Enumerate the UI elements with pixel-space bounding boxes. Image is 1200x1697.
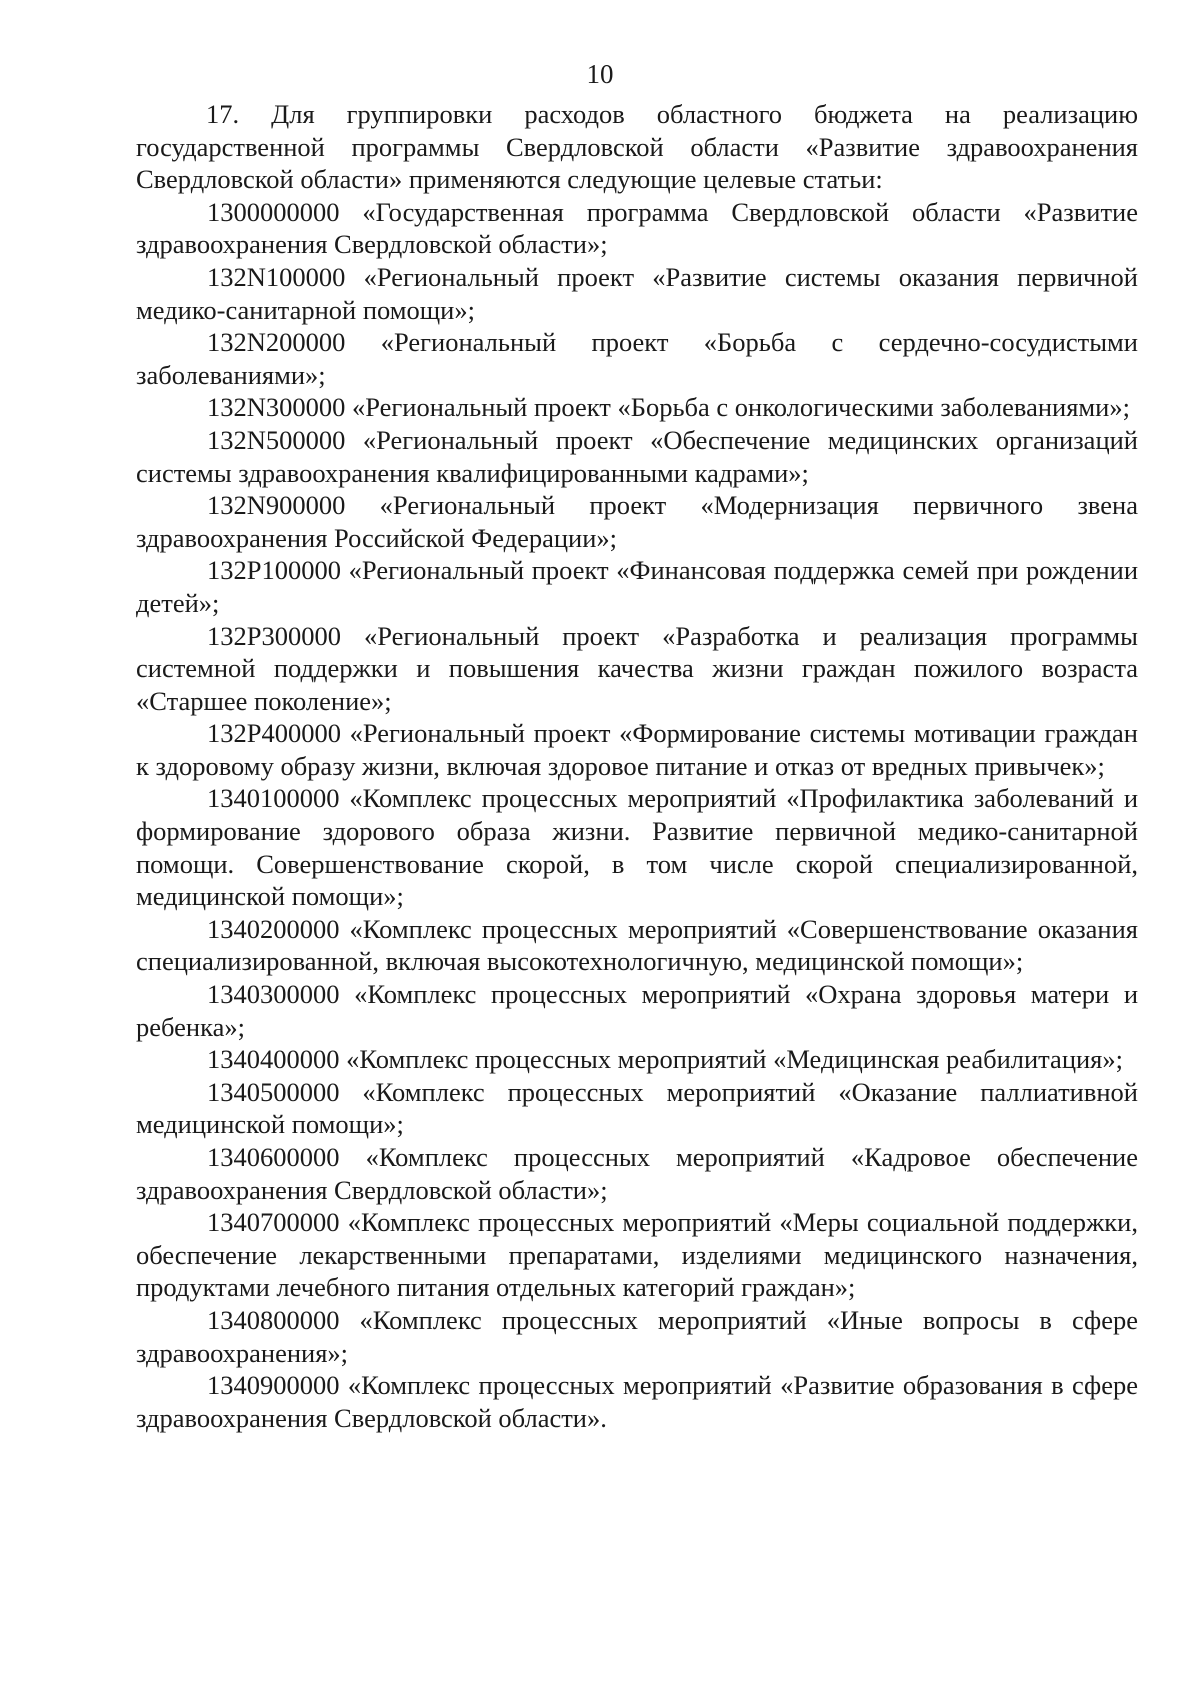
- target-article-item: 132N100000 «Региональный проект «Развитие системы оказания первичной медико-санитарной помощи»;: [136, 261, 1138, 325]
- page-number: 10: [586, 59, 614, 89]
- target-article-item: 1340100000 «Комплекс процессных мероприятий «Профилактика заболеваний и формирование здорового образа жизни. Развитие первичной медико-санитарной помощи. Совершенствование скорой, в том числе скорой специализированной, медицинской помощи»;: [136, 783, 1138, 912]
- document-body: [136, 98, 1138, 1434]
- target-article-item: 1300000000 «Государственная программа Свердловской области «Развитие здравоохранения Свердловской области»;: [136, 196, 1138, 260]
- target-article-item: 132P400000 «Региональный проект «Формирование системы мотивации граждан к здоровому образу жизни, включая здоровое питание и отказ от вредных привычек»;: [136, 718, 1138, 781]
- target-article-item: 1340200000 «Комплекс процессных мероприятий «Совершенствование оказания специализированной, включая высокотехнологичную, медицинской помощи»;: [136, 913, 1138, 977]
- target-article-item: 1340800000 «Комплекс процессных мероприятий «Иные вопросы в сфере здравоохранения»;: [136, 1304, 1138, 1368]
- target-article-item: 132P300000 «Региональный проект «Разработка и реализация программы системной поддержки и повышения качества жизни граждан пожилого возраста «Старшее поколение»;: [136, 620, 1138, 716]
- target-articles-list: [136, 196, 1138, 1435]
- target-article-item: 132N300000 «Региональный проект «Борьба с онкологическими заболеваниями»;: [207, 392, 1130, 423]
- target-article-item: 1340700000 «Комплекс процессных мероприятий «Меры социальной поддержки, обеспечение лекарственными препаратами, изделиями медицинского назначения, продуктами лечебного питания отдельных категорий граждан»;: [136, 1207, 1138, 1303]
- target-article-item: 132N500000 «Региональный проект «Обеспечение медицинских организаций системы здравоохранения квалифицированными кадрами»;: [136, 424, 1138, 488]
- target-article-item: 1340900000 «Комплекс процессных мероприятий «Развитие образования в сфере здравоохранения Свердловской области».: [136, 1370, 1138, 1433]
- target-article-item: 132P100000 «Региональный проект «Финансовая поддержка семей при рождении детей»;: [136, 555, 1138, 618]
- target-article-item: 1340500000 «Комплекс процессных мероприятий «Оказание паллиативной медицинской помощи»;: [136, 1076, 1138, 1140]
- target-article-item: 132N200000 «Региональный проект «Борьба с сердечно-сосудистыми заболеваниями»;: [136, 327, 1138, 390]
- target-article-item: 1340300000 «Комплекс процессных мероприятий «Охрана здоровья матери и ребенка»;: [136, 979, 1138, 1042]
- intro-paragraph: 17. Для группировки расходов областного бюджета на реализацию государственной программы Свердловской области «Развитие здравоохранения Свердловской области» применяются следующие целевые статьи:: [136, 99, 1138, 195]
- target-article-item: 1340400000 «Комплекс процессных мероприятий «Медицинская реабилитация»;: [207, 1044, 1123, 1075]
- target-article-item: 132N900000 «Региональный проект «Модернизация первичного звена здравоохранения Российской Федерации»;: [136, 490, 1138, 553]
- target-article-item: 1340600000 «Комплекс процессных мероприятий «Кадровое обеспечение здравоохранения Свердловской области»;: [136, 1142, 1138, 1205]
